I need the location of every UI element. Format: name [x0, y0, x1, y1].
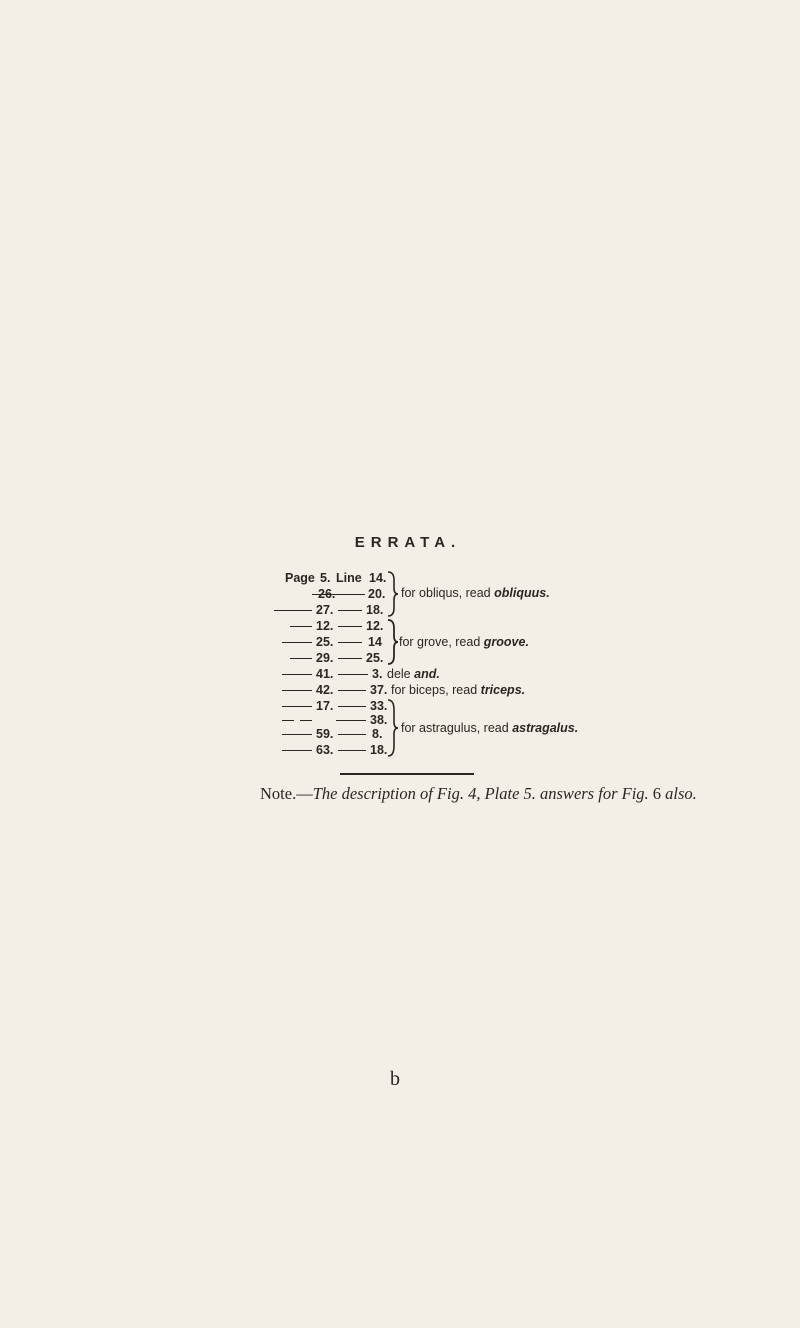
- errata-row: [0, 602, 800, 618]
- page-number: 5.: [320, 571, 331, 585]
- line-number: 3.: [372, 667, 383, 681]
- line-number: 18.: [370, 743, 388, 757]
- errata-row: [0, 742, 800, 758]
- note-suffix: also.: [665, 784, 697, 803]
- line-number: 14: [368, 635, 382, 649]
- page-number: 27.: [316, 603, 334, 617]
- line-number: 8.: [372, 727, 383, 741]
- page-number: 17.: [316, 699, 334, 713]
- errata-title: ERRATA.: [354, 534, 462, 551]
- ditto-dash: [336, 720, 366, 721]
- ditto-dash: [338, 594, 365, 595]
- brace-icon: [386, 698, 400, 758]
- errata-row: [0, 618, 800, 634]
- correction-biceps: for biceps, read triceps.: [391, 683, 526, 697]
- errata-row: [0, 726, 800, 742]
- line-label: Line: [336, 571, 362, 585]
- brace-icon: [386, 618, 400, 666]
- ditto-dash: [300, 720, 312, 721]
- line-number: 12.: [366, 619, 384, 633]
- correction-obliqus: for obliqus, read obliquus.: [401, 586, 550, 600]
- errata-row: [0, 666, 800, 682]
- line-number: 25.: [366, 651, 384, 665]
- ditto-dash: [282, 690, 312, 691]
- line-number: 14.: [369, 571, 387, 585]
- divider-rule: [340, 773, 474, 775]
- page-number: 59.: [316, 727, 334, 741]
- errata-row: [0, 650, 800, 666]
- line-number: 37.: [370, 683, 388, 697]
- note-text: The description of Fig. 4, Plate 5. answers for Fig.: [312, 784, 649, 803]
- page-prefix: Page: [285, 571, 315, 585]
- errata-row: [0, 586, 800, 602]
- page-number: 29.: [316, 651, 334, 665]
- ditto-dash: [290, 658, 312, 659]
- correction-astragulus: for astragulus, read astragalus.: [401, 721, 579, 735]
- ditto-dash: [338, 690, 366, 691]
- ditto-dash: [282, 750, 312, 751]
- page-number: 25.: [316, 635, 334, 649]
- line-number: 33.: [370, 699, 388, 713]
- correction-dele: dele and.: [387, 667, 440, 681]
- ditto-dash: [282, 674, 312, 675]
- ditto-dash: [282, 642, 312, 643]
- line-number: 18.: [366, 603, 384, 617]
- ditto-dash: [338, 734, 366, 735]
- ditto-dash: [338, 750, 366, 751]
- line-number: 20.: [368, 587, 386, 601]
- ditto-dash: [274, 610, 312, 611]
- ditto-dash: [338, 642, 362, 643]
- correction-grove: for grove, read groove.: [399, 635, 529, 649]
- page-number: 42.: [316, 683, 334, 697]
- brace-icon: [386, 570, 400, 618]
- line-number: 38.: [370, 713, 388, 727]
- page-number: 63.: [316, 743, 334, 757]
- errata-row: [0, 570, 800, 586]
- page-number: 26.: [318, 587, 336, 601]
- note-line: [260, 784, 697, 804]
- ditto-dash: [290, 626, 312, 627]
- ditto-dash: [282, 720, 294, 721]
- signature-mark: b: [390, 1068, 400, 1090]
- ditto-dash: [338, 674, 368, 675]
- ditto-dash: [338, 706, 366, 707]
- ditto-dash: [338, 658, 362, 659]
- note-figure: 6: [652, 784, 662, 803]
- ditto-dash: [338, 626, 362, 627]
- errata-row: [0, 682, 800, 698]
- page-number: 41.: [316, 667, 334, 681]
- ditto-dash: [338, 610, 362, 611]
- note-prefix: Note.—: [260, 784, 313, 803]
- page-number: 12.: [316, 619, 334, 633]
- ditto-dash: [282, 706, 312, 707]
- ditto-dash: [282, 734, 312, 735]
